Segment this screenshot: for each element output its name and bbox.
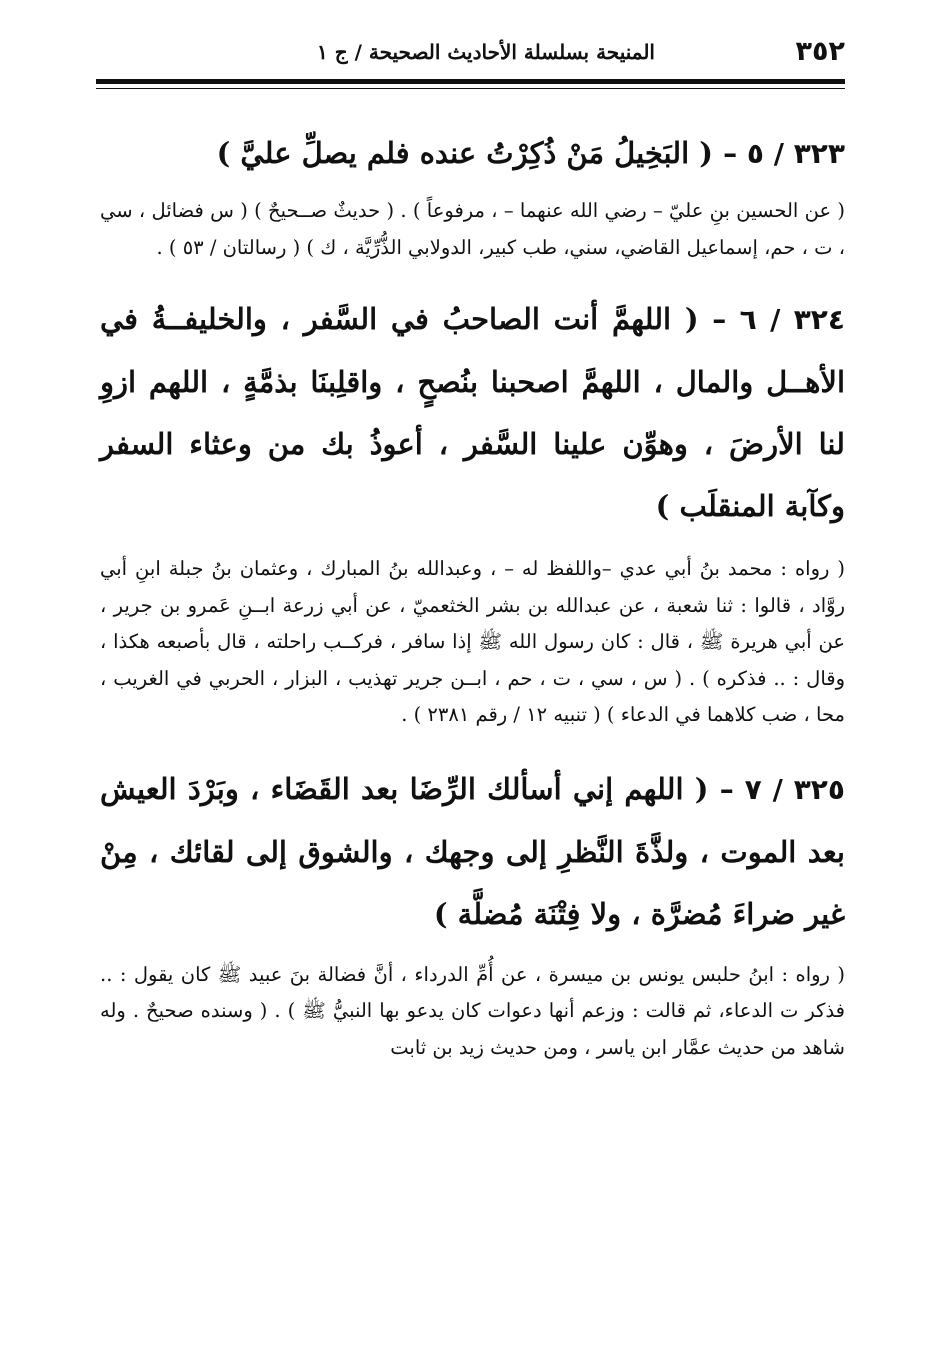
hadith-number: ٣٢٥ / ٧ – (719, 772, 845, 806)
page-number: ٣٥٢ (795, 36, 845, 67)
running-title: المنيحة بسلسلة الأحاديث الصحيحة / ج ١ (317, 40, 655, 64)
hadith-heading (100, 122, 845, 185)
hadith-entry (100, 758, 845, 1067)
page-header (96, 30, 845, 82)
page-content (100, 100, 845, 1066)
hadith-takhrij: ( رواه : محمد بنُ أبي عدي –واللفظ له – ، وعبدالله بنُ المبارك ، وعثمان بنُ جبلة ابنِ أبي روَّاد ، قالوا : ثنا شعبة ، عن عبدالله بن بشر الخثعميّ ، عن أبي زرعة ابــنِ عَمرو بن جرير ، عن أبي هريرة ﷺ ، قال : كان رسول الله ﷺ إذا سافر ، فركــب راحلته ، قال بأصبعه هكذا ، وقال : .. فذكره ) . ( س ، سي ، ت ، حم ، ابــن جرير تهذيب ، البزار ، الحربي في الغريب ، محا ، ضب كلاهما في الدعاء ) ( تنبيه ١٢ / رقم ٢٣٨١ ) . (100, 557, 845, 726)
hadith-heading (100, 288, 845, 537)
hadith-text: ( اللهمَّ أنت الصاحبُ في السَّفر ، والخليفــةُ في الأهــل والمال ، اللهمَّ اصحبنا بنُصحٍ ، واقلِبنَا بذمَّةٍ ، اللهم ازوِ لنا الأرضَ ، وهوِّن علينا السَّفر ، أعوذُ بك من وعثاء السفر وكآبة المنقلَب ) (100, 302, 845, 523)
hadith-number: ٣٢٤ / ٦ – (712, 303, 845, 336)
header-rule-thick (96, 79, 845, 84)
hadith-takhrij: ( رواه : ابنُ حلبس يونس بن ميسرة ، عن أُمِّ الدرداء ، أنَّ فضالة بنَ عبيد ﷺ كان يقول : .. فذكر ت الدعاء، ثم قالت : وزعم أنها دعوات كان يدعو بها النبيُّ ﷺ ) . ( وسنده صحيحٌ . وله شاهد من حديث عمَّار ابن ياسر ، ومن حديث زيد بن ثابت (100, 962, 845, 1059)
hadith-heading (100, 758, 845, 945)
hadith-entry (100, 122, 845, 266)
header-rule-thin (96, 88, 845, 89)
hadith-text: ( البَخِيلُ مَنْ ذُكِرْتُ عنده فلم يصلِّ عليَّ ) (216, 136, 714, 170)
hadith-text: ( اللهم إني أسألك الرِّضَا بعد القَضَاء ، وبَرْدَ العيش بعد الموت ، ولذَّةَ النَّظرِ إلى وجهك ، والشوق إلى لقائك ، مِنْ غير ضراءَ مُضرَّة ، ولا فِتْنَة مُضلَّة ) (100, 771, 845, 931)
hadith-number: ٣٢٣ / ٥ – (723, 137, 845, 170)
hadith-takhrij: ( عن الحسين بنِ عليّ – رضي الله عنهما – ، مرفوعاً ) . ( حديثٌ صــحيحٌ ) ( س فضائل ، سي ، ت ، حم، إسماعيل القاضي، سني، طب كبير، الدولابي الذُّرِّيَّة ، ك ) ( رسالتان / ٥٣ ) . (100, 199, 845, 259)
hadith-entry (100, 288, 845, 734)
